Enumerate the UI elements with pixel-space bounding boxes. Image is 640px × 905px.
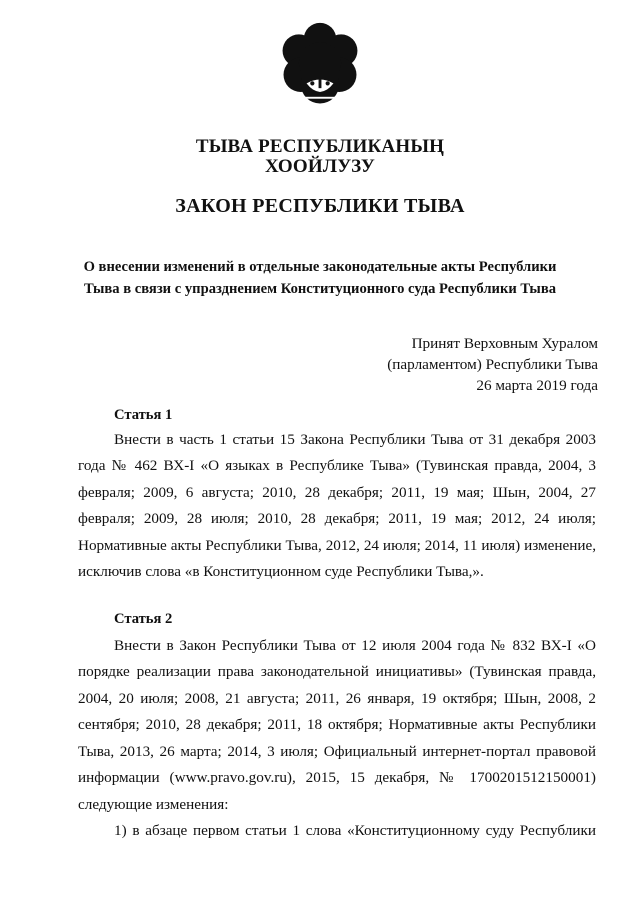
article-1-text-line: Нормативные акты Республики Тыва, 2012, 24 июля; 2014, 11 июля) изменение, (78, 537, 596, 554)
article-2-text-line: информации (www.pravo.gov.ru), 2015, 15 декабря, № 1700201512150001) (78, 769, 596, 786)
article-1-text-line: февраля; 2009, 28 июля; 2010, 28 декабря; 2011, 19 мая; 2012, 24 июля; (78, 510, 596, 527)
article-2-text-line: Тыва, 2013, 26 марта; 2014, 3 июля; Официальный интернет-портал правовой (78, 743, 596, 760)
article-2-text-line: 2004, 20 июля; 2008, 21 августа; 2011, 26 января, 19 октября; Шын, 2008, 2 (78, 690, 596, 707)
header-title-tuvan-line2: ХООЙЛУЗУ (264, 156, 376, 177)
article-1-text-line: исключив слова «в Конституционном суде Республики Тыва,». (78, 563, 484, 580)
article-2-heading: Статья 2 (114, 611, 173, 627)
law-subject-line: Тыва в связи с упразднением Конституционного суда Республики Тыва (84, 281, 556, 297)
adoption-note-line: (парламентом) Республики Тыва (387, 356, 598, 373)
article-1-heading: Статья 1 (114, 407, 173, 423)
article-1-text-line: февраля; 2009, 6 августа; 2010, 28 декабря; 2011, 19 мая; Шын, 2004, 27 (78, 484, 596, 501)
article-2-text-line: порядке реализации права законодательной инициативы» (Тувинская правда, (78, 663, 596, 680)
law-title: ЗАКОН РЕСПУБЛИКИ ТЫВА (175, 195, 465, 217)
article-2-text-line: Внести в Закон Республики Тыва от 12 июля 2004 года № 832 ВХ-I «О (114, 637, 596, 654)
tuva-emblem-icon (272, 20, 368, 116)
adoption-date: 26 марта 2019 года (476, 377, 598, 394)
article-2-text-line: сентября; 2010, 28 декабря; 2011, 18 октября; Нормативные акты Республики (78, 716, 596, 733)
adoption-note-line: Принят Верховным Хуралом (411, 335, 598, 352)
article-1-text-line: Внести в часть 1 статьи 15 Закона Республики Тыва от 31 декабря 2003 (114, 431, 596, 448)
header-title-tuvan-line1: ТЫВА РЕСПУБЛИКАНЫҢ (195, 136, 445, 157)
article-2-text-line: 1) в абзаце первом статьи 1 слова «Конституционному суду Республики (114, 822, 596, 839)
article-2-text-line: следующие изменения: (78, 796, 229, 813)
law-subject-line: О внесении изменений в отдельные законодательные акты Республики (83, 259, 557, 275)
article-1-text-line: года № 462 ВХ-I «О языках в Республике Тыва» (Тувинская правда, 2004, 3 (78, 457, 596, 474)
